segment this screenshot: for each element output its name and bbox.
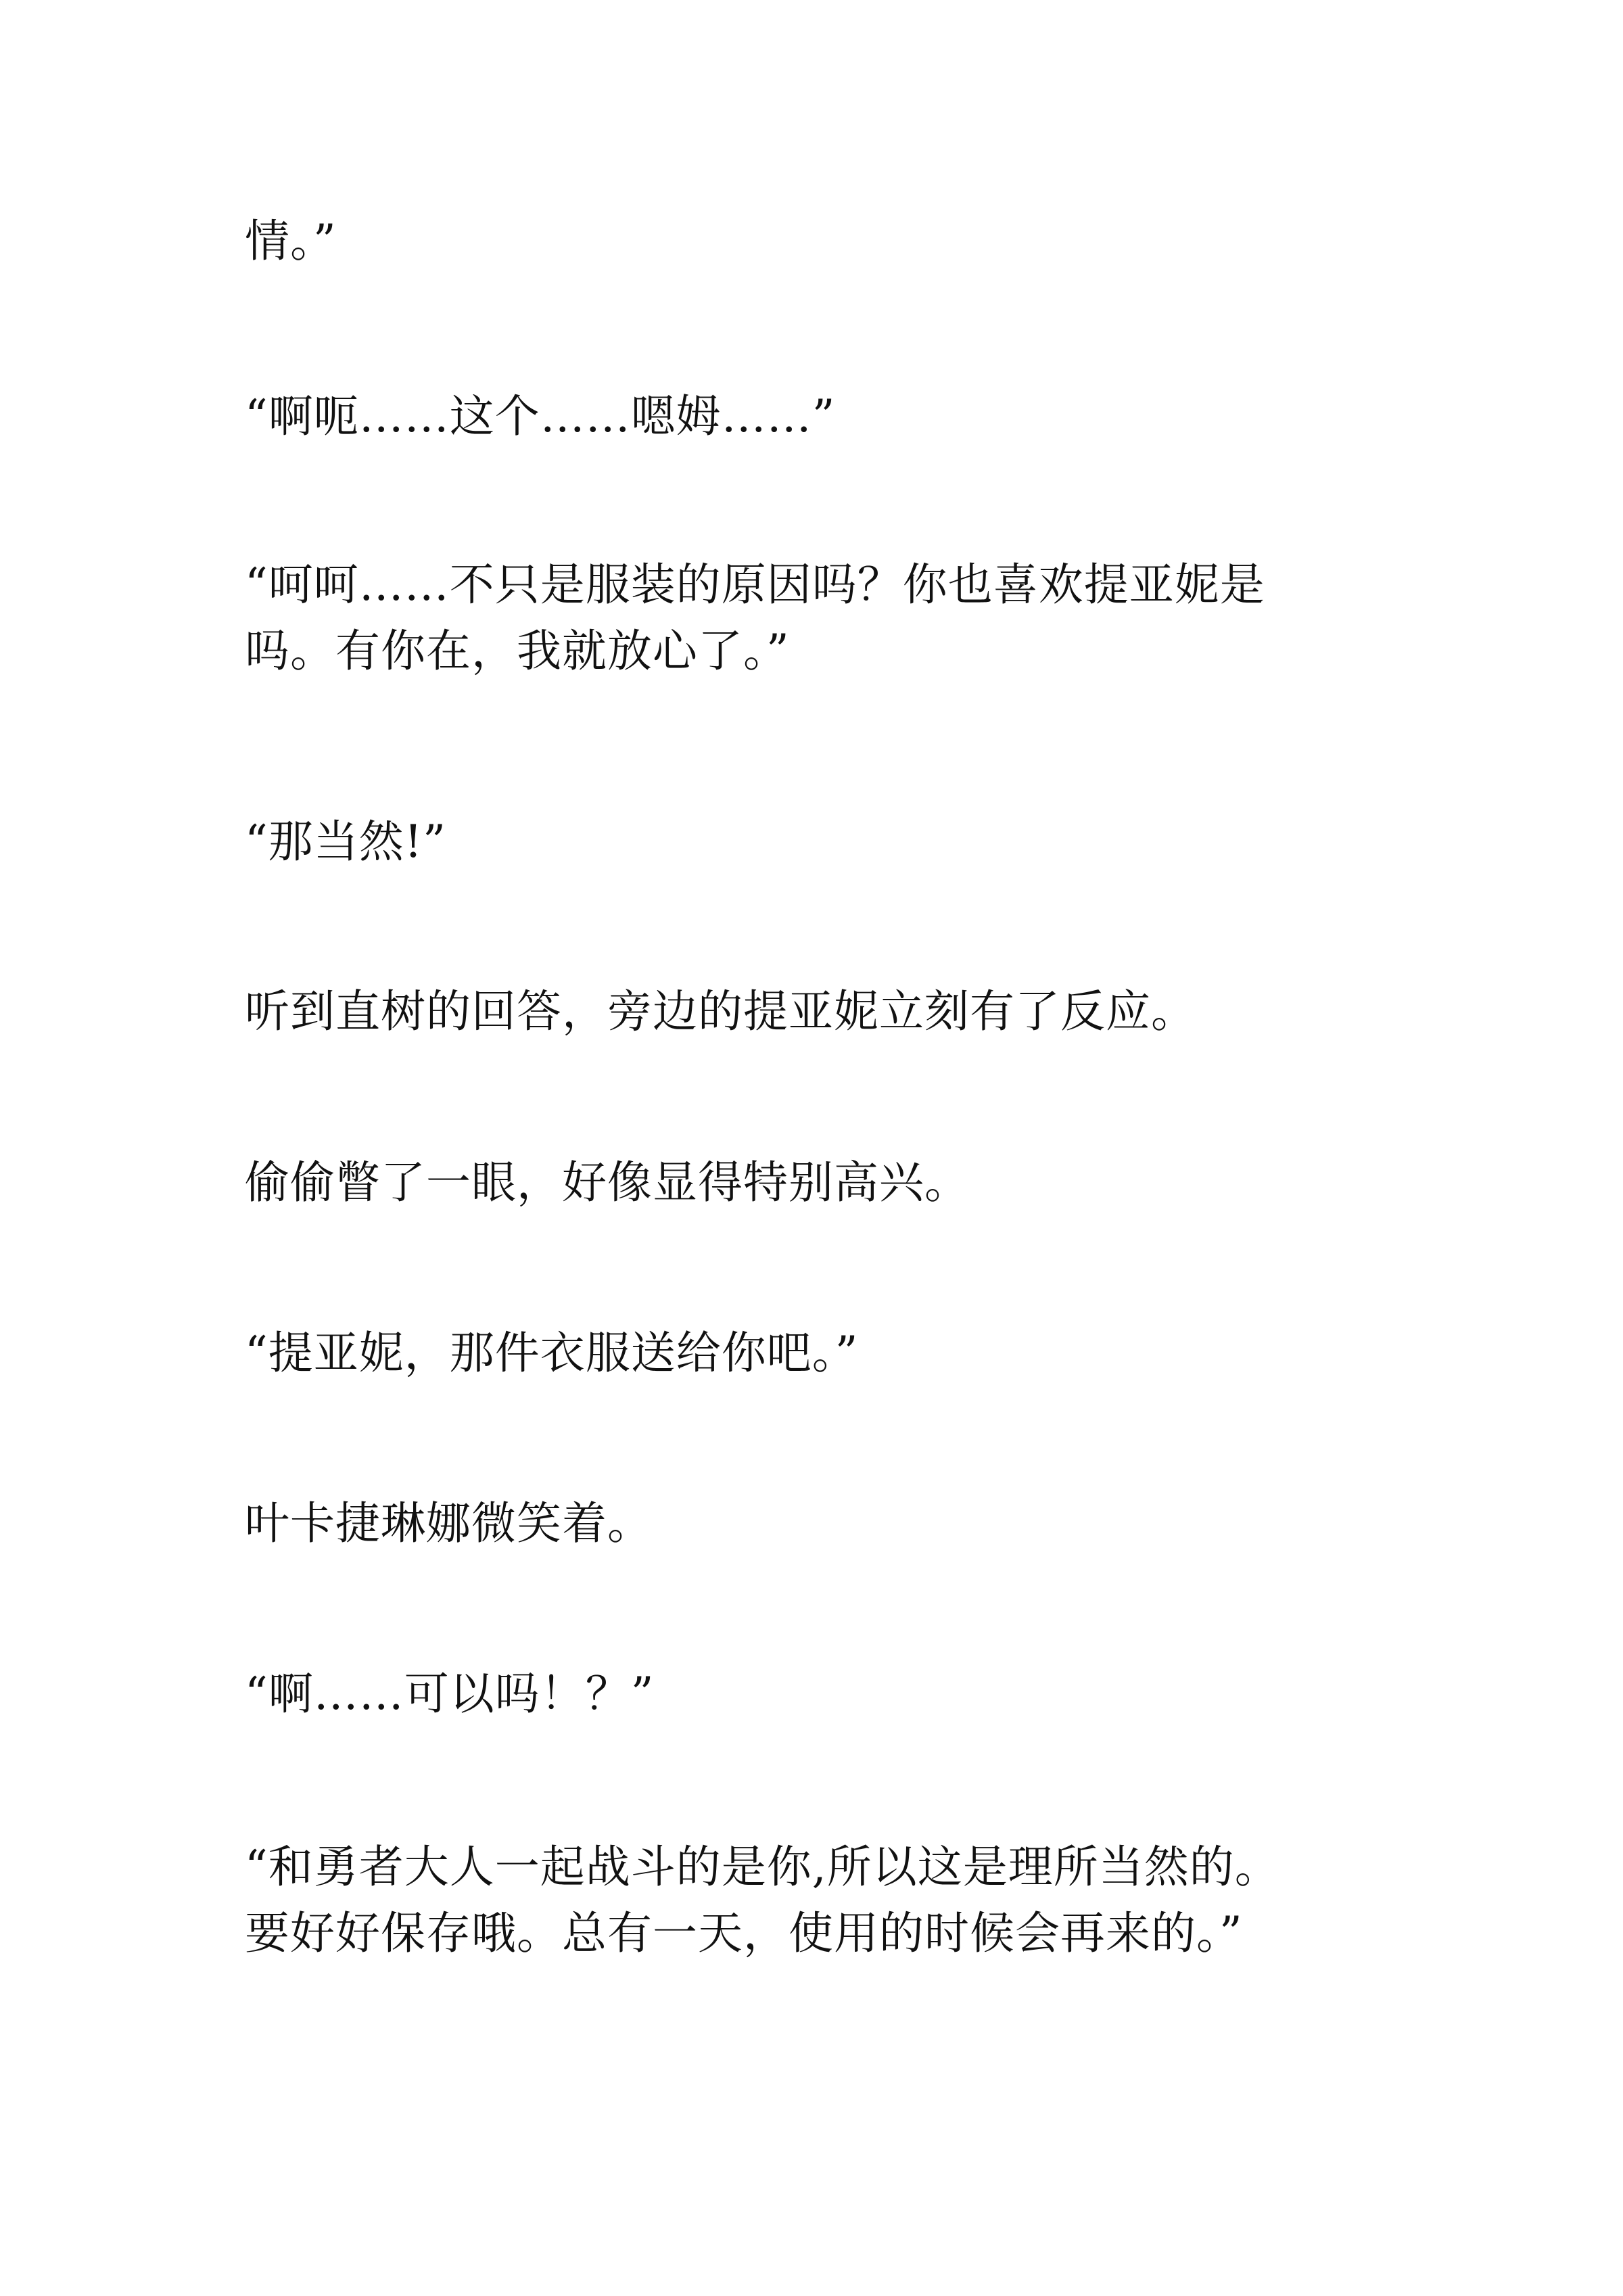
text-line: “呵呵……不只是服装的原因吗？你也喜欢提亚妮是	[245, 559, 1265, 611]
text-line: “啊呃……这个……嗯姆……”	[245, 390, 836, 442]
text-line: “提亚妮，那件衣服送给你吧。”	[245, 1327, 859, 1379]
paragraph	[245, 979, 1435, 1045]
paragraph	[245, 1834, 1435, 1967]
paragraph	[245, 1320, 1435, 1386]
text-line: 情。”	[245, 215, 337, 267]
text-line: 叶卡捷琳娜微笑着。	[245, 1497, 653, 1549]
text-line: “和勇者大人一起战斗的是你,所以这是理所当然的。	[245, 1841, 1280, 1893]
text-line: “那当然!”	[245, 816, 447, 868]
paragraph	[245, 552, 1435, 684]
paragraph	[245, 383, 1435, 450]
text-line: “啊……可以吗！？”	[245, 1668, 655, 1720]
text-line: 要好好保存哦。总有一天，使用的时候会再来的。”	[245, 1907, 1243, 1959]
paragraph	[245, 1150, 1435, 1216]
text-line: 吗。有你在，我就放心了。”	[245, 625, 790, 677]
paragraph	[245, 809, 1435, 875]
paragraph	[245, 208, 1435, 275]
text-line: 偷偷瞥了一眼，好像显得特别高兴。	[245, 1156, 970, 1209]
paragraph	[245, 1661, 1435, 1727]
paragraph	[245, 1491, 1435, 1557]
text-line: 听到直树的回答，旁边的提亚妮立刻有了反应。	[245, 985, 1196, 1037]
